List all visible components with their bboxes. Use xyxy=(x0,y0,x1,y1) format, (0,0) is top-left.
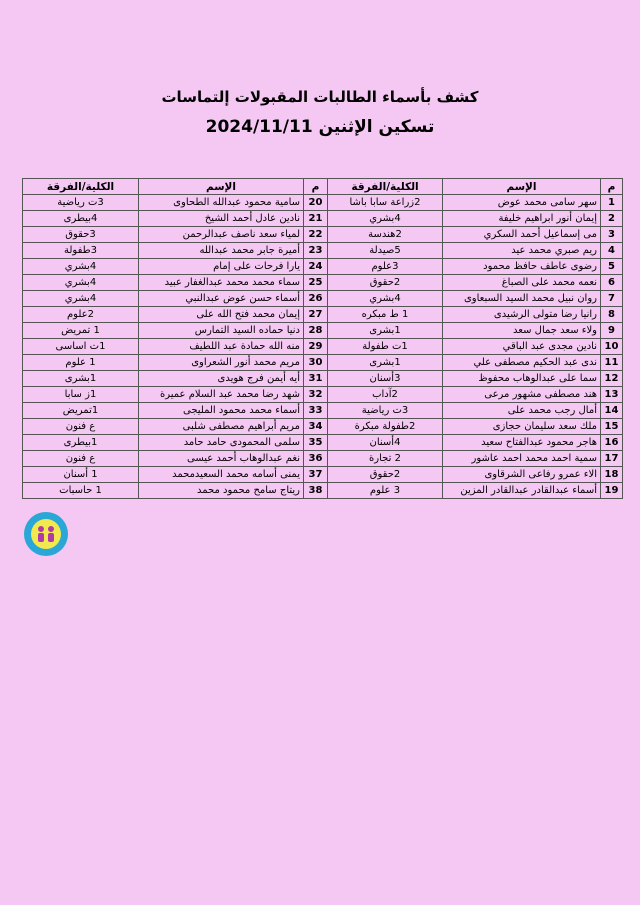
student-name: سلمى المحمودى حامد حامد xyxy=(139,435,304,451)
faculty-year: 3طفولة xyxy=(23,243,139,259)
faculty-year: 1بشرى xyxy=(23,371,139,387)
faculty-year: 4بشري xyxy=(23,275,139,291)
column-header-number: م xyxy=(304,179,328,195)
row-number: 27 xyxy=(304,307,328,323)
table-row xyxy=(23,339,623,355)
row-number: 15 xyxy=(601,419,623,435)
row-number: 35 xyxy=(304,435,328,451)
faculty-year: 1 حاسبات xyxy=(23,483,139,499)
row-number: 22 xyxy=(304,227,328,243)
student-name: ولاء سعد جمال سعد xyxy=(443,323,601,339)
table-header-row xyxy=(23,179,623,195)
faculty-year: 2حقوق xyxy=(328,275,443,291)
student-name: يارا فرحات على إمام xyxy=(139,259,304,275)
table-row xyxy=(23,259,623,275)
row-number: 24 xyxy=(304,259,328,275)
row-number: 7 xyxy=(601,291,623,307)
faculty-year: 3علوم xyxy=(328,259,443,275)
student-name: مى إسماعيل أحمد السكري xyxy=(443,227,601,243)
student-name: نادين عادل أحمد الشيخ xyxy=(139,211,304,227)
faculty-year: 4بشري xyxy=(23,291,139,307)
row-number: 14 xyxy=(601,403,623,419)
table-row xyxy=(23,291,623,307)
student-name: سما على عبدالوهاب محفوظ xyxy=(443,371,601,387)
row-number: 2 xyxy=(601,211,623,227)
dormitory-seal-icon xyxy=(22,510,70,558)
student-name: سامية محمود عبدالله الطحاوى xyxy=(139,195,304,211)
student-name: أيه أيمن فرج هويدى xyxy=(139,371,304,387)
student-name: سمية احمد محمد احمد عاشور xyxy=(443,451,601,467)
column-header-faculty: الكلية/الفرقة xyxy=(328,179,443,195)
row-number: 21 xyxy=(304,211,328,227)
student-name: نعمه محمد على الصباغ xyxy=(443,275,601,291)
row-number: 17 xyxy=(601,451,623,467)
faculty-year: 3ت رياضية xyxy=(23,195,139,211)
row-number: 9 xyxy=(601,323,623,339)
row-number: 19 xyxy=(601,483,623,499)
faculty-year: 4بيطرى xyxy=(23,211,139,227)
row-number: 12 xyxy=(601,371,623,387)
student-name: مريم أبراهيم مصطفى شلبى xyxy=(139,419,304,435)
student-name: شهد رضا محمد عبد السلام عميرة xyxy=(139,387,304,403)
faculty-year: 1 تمريض xyxy=(23,323,139,339)
faculty-year: 4بشري xyxy=(328,211,443,227)
table-row xyxy=(23,387,623,403)
row-number: 3 xyxy=(601,227,623,243)
student-name: أمال رجب محمد على xyxy=(443,403,601,419)
student-name: إيمان أنور ابراهيم خليفة xyxy=(443,211,601,227)
faculty-year: 2هندسة xyxy=(328,227,443,243)
table-row xyxy=(23,195,623,211)
student-name: روان نبيل محمد السيد السبعاوى xyxy=(443,291,601,307)
faculty-year: 1 علوم xyxy=(23,355,139,371)
student-name: لمياء سعد ناصف عبدالرحمن xyxy=(139,227,304,243)
student-name: رانيا رضا متولى الرشيدى xyxy=(443,307,601,323)
row-number: 31 xyxy=(304,371,328,387)
faculty-year: 1بيطرى xyxy=(23,435,139,451)
student-name: نادين مجدى عبد الباقي xyxy=(443,339,601,355)
row-number: 38 xyxy=(304,483,328,499)
faculty-year: 1بشرى xyxy=(328,323,443,339)
column-header-name: الإسم xyxy=(443,179,601,195)
student-name: أسماء محمد محمود المليجى xyxy=(139,403,304,419)
student-name: أميرة جابر محمد عبدالله xyxy=(139,243,304,259)
student-name: يمنى أسامه محمد السعيدمحمد xyxy=(139,467,304,483)
table-row xyxy=(23,227,623,243)
student-name: ريتاج سامح محمود محمد xyxy=(139,483,304,499)
row-number: 26 xyxy=(304,291,328,307)
faculty-year: 2علوم xyxy=(23,307,139,323)
faculty-year: 2طفولة مبكرة xyxy=(328,419,443,435)
row-number: 10 xyxy=(601,339,623,355)
row-number: 37 xyxy=(304,467,328,483)
row-number: 16 xyxy=(601,435,623,451)
row-number: 30 xyxy=(304,355,328,371)
row-number: 11 xyxy=(601,355,623,371)
student-name: ملك سعد سليمان حجازى xyxy=(443,419,601,435)
faculty-year: 1ت اساسى xyxy=(23,339,139,355)
table-row xyxy=(23,435,623,451)
table-row xyxy=(23,211,623,227)
row-number: 8 xyxy=(601,307,623,323)
faculty-year: 2زراعة سابا باشا xyxy=(328,195,443,211)
faculty-year: 4بشري xyxy=(23,259,139,275)
students-table xyxy=(22,178,623,499)
student-name: هاجر محمود عبدالفتاح سعيد xyxy=(443,435,601,451)
row-number: 23 xyxy=(304,243,328,259)
student-name: رضوى عاطف حافظ محمود xyxy=(443,259,601,275)
student-name: أسماء حسن عوض عبدالنبي xyxy=(139,291,304,307)
faculty-year: 1 أسنان xyxy=(23,467,139,483)
row-number: 1 xyxy=(601,195,623,211)
row-number: 25 xyxy=(304,275,328,291)
row-number: 6 xyxy=(601,275,623,291)
faculty-year: 1تمريض xyxy=(23,403,139,419)
row-number: 34 xyxy=(304,419,328,435)
student-name: أسماء عبدالقادر عبدالقادر المزين xyxy=(443,483,601,499)
row-number: 32 xyxy=(304,387,328,403)
table-row xyxy=(23,451,623,467)
student-name: ندى عبد الحكيم مصطفى علي xyxy=(443,355,601,371)
faculty-year: ع فنون xyxy=(23,419,139,435)
row-number: 13 xyxy=(601,387,623,403)
table-body xyxy=(23,195,623,499)
row-number: 4 xyxy=(601,243,623,259)
student-name: منه الله حمادة عبد اللطيف xyxy=(139,339,304,355)
faculty-year: 2حقوق xyxy=(328,467,443,483)
student-name: مريم محمد أنور الشعراوى xyxy=(139,355,304,371)
column-header-name: الإسم xyxy=(139,179,304,195)
row-number: 28 xyxy=(304,323,328,339)
row-number: 33 xyxy=(304,403,328,419)
table-row xyxy=(23,419,623,435)
column-header-number: م xyxy=(601,179,623,195)
row-number: 5 xyxy=(601,259,623,275)
table-row xyxy=(23,403,623,419)
faculty-year: 3أسنان xyxy=(328,371,443,387)
document-subtitle: تسكين الإثنين 2024/11/11 xyxy=(205,117,435,137)
faculty-year: 1ت طفولة xyxy=(328,339,443,355)
student-name: دنيا حماده السيد التمارس xyxy=(139,323,304,339)
faculty-year: 4بشري xyxy=(328,291,443,307)
table-row xyxy=(23,243,623,259)
faculty-year: ع فنون xyxy=(23,451,139,467)
student-name: سماء محمد محمد عبدالغفار عبيد xyxy=(139,275,304,291)
faculty-year: 3حقوق xyxy=(23,227,139,243)
student-name: هند مصطفى مشهور مرعى xyxy=(443,387,601,403)
document-title: كشف بأسماء الطالبات المقبولات إلتماسات xyxy=(161,88,479,106)
student-name: ريم صبري محمد عيد xyxy=(443,243,601,259)
table-row xyxy=(23,323,623,339)
faculty-year: 2 تجارة xyxy=(328,451,443,467)
student-name: الاء عمرو رفاعى الشرقاوى xyxy=(443,467,601,483)
table-row xyxy=(23,275,623,291)
faculty-year: 3 علوم xyxy=(328,483,443,499)
faculty-year: 5صيدلة xyxy=(328,243,443,259)
table-row xyxy=(23,467,623,483)
faculty-year: 4أسنان xyxy=(328,435,443,451)
faculty-year: 1بشرى xyxy=(328,355,443,371)
table-row xyxy=(23,483,623,499)
student-name: إيمان محمد فتح الله على xyxy=(139,307,304,323)
faculty-year: 1 ط مبكره xyxy=(328,307,443,323)
table-row xyxy=(23,371,623,387)
row-number: 29 xyxy=(304,339,328,355)
student-name: سهر سامى محمد عوض xyxy=(443,195,601,211)
row-number: 18 xyxy=(601,467,623,483)
faculty-year: 3ت رياضية xyxy=(328,403,443,419)
student-name: نغم عبدالوهاب أحمد عيسى xyxy=(139,451,304,467)
table-row xyxy=(23,307,623,323)
column-header-faculty: الكلية/الفرقة xyxy=(23,179,139,195)
faculty-year: 1ز سابا xyxy=(23,387,139,403)
faculty-year: 2آداب xyxy=(328,387,443,403)
row-number: 20 xyxy=(304,195,328,211)
row-number: 36 xyxy=(304,451,328,467)
table-row xyxy=(23,355,623,371)
